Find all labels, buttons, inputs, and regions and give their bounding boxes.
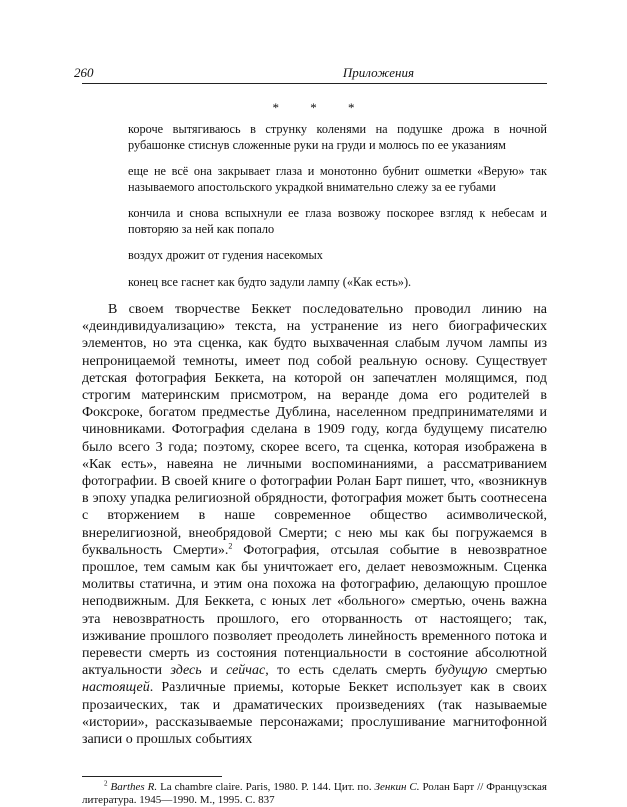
verse-stanza: кончила и снова вспыхнули ее глаза возвожу поскорее взгляд к небесам и повторяю за ней как попало xyxy=(128,206,547,236)
paragraph-text: смертью xyxy=(487,663,547,679)
footnote-text: Ролан Барт // Французская литература. 1945—1990. М., 1995. С. 837 xyxy=(82,781,547,807)
main-text xyxy=(82,301,547,748)
running-header xyxy=(74,65,547,84)
body-paragraph xyxy=(82,301,547,748)
page-number: 260 xyxy=(74,65,94,80)
footnote-reference: 2 xyxy=(228,541,233,551)
footnote-author: Barthes R. xyxy=(110,781,158,794)
verse-stanza: еще не всё она закрывает глаза и монотонно бубнит ошметки «Верую» так называемого апостольского украдкой внимательно слежу за ее губами xyxy=(128,164,547,194)
verse-stanza: воздух дрожит от гудения насекомых xyxy=(128,248,323,262)
emphasis: сейчас xyxy=(226,663,266,679)
paragraph-text: Фотография, отсылая событие в невозвратное прошлое, тем самым как бы уничтожает его, делает невозможным. Сценка молитвы статична, и этим она похожа на фотографию, делающую прошлое неподвижным. Для Беккета, с юных лет «больного» смертью, очень важна эта невозвратность прошлого, его оторванность от настоящего; так, изживание прошлого позволяет преодолеть линейность временного потока и перевести смерть из состояния потенциальности в состояние абсолютной актуальности xyxy=(82,542,548,679)
verse-stanza: короче вытягиваюсь в струнку коленями на подушке дрожа в ночной рубашонке стиснув сложенные руки на груди и молюсь по ее указаниям xyxy=(128,122,547,152)
footnote xyxy=(82,781,547,807)
section-separator: * * * xyxy=(272,100,369,115)
verse-quotation xyxy=(128,122,547,290)
footnote-text: La chambre claire. Paris, 1980. P. 144. Цит. по. xyxy=(157,781,375,794)
emphasis: будущую xyxy=(434,663,488,679)
paragraph-text: , то есть сделать смерть xyxy=(265,663,435,679)
book-page xyxy=(74,65,548,807)
footnote-author: Зенкин С. xyxy=(374,781,420,794)
paragraph-text: и xyxy=(201,663,227,679)
verse-stanza: конец все гаснет как будто задули лампу («Как есть»). xyxy=(128,274,412,289)
footnote-number: 2 xyxy=(104,779,108,788)
emphasis: настоящей xyxy=(82,680,150,696)
paragraph-text: . Различные приемы, которые Беккет использует как в своих прозаических, так и драматических произведениях (так называемые «истории», рассказываемые персонажами; прослушивание магнитофонной записи о прошлых событиях xyxy=(82,680,547,748)
running-title: Приложения xyxy=(342,65,414,80)
emphasis: здесь xyxy=(170,663,202,679)
paragraph-text: В своем творчестве Беккет последовательно проводил линию на «деиндивидуализацию» текста, на устранение из него биографических элементов, но эта сценка, как будто выхваченная слабым лучом лампы из непроницаемой темноты, имеет под собой реальную основу. Существует детская фотография Беккета, на которой он запечатлен молящимся, под строгим материнским присмотром, на веранде дома его родителей в Фоксроке, богатом предместье Дублина, населенном предпринимателями и чиновниками. Фотография сделана в 1909 году, когда будущему писателю было всего 3 года; поэтому, скорее всего, та сценка, которая изображена в «Как есть», навеяна не личными воспоминаниями, а рассматриванием фотографии. В своей книге о фотографии Ролан Барт пишет, что, «возникнув в эпоху упадка религиозной обрядности, фотография может быть соотнесена с вторжением в наше современное общество асимволической, внерелигиозной, внеобрядовой Смерти; с нею мы как бы погружаемся в буквальность Смерти». xyxy=(82,302,547,558)
footnote-divider xyxy=(82,776,222,777)
